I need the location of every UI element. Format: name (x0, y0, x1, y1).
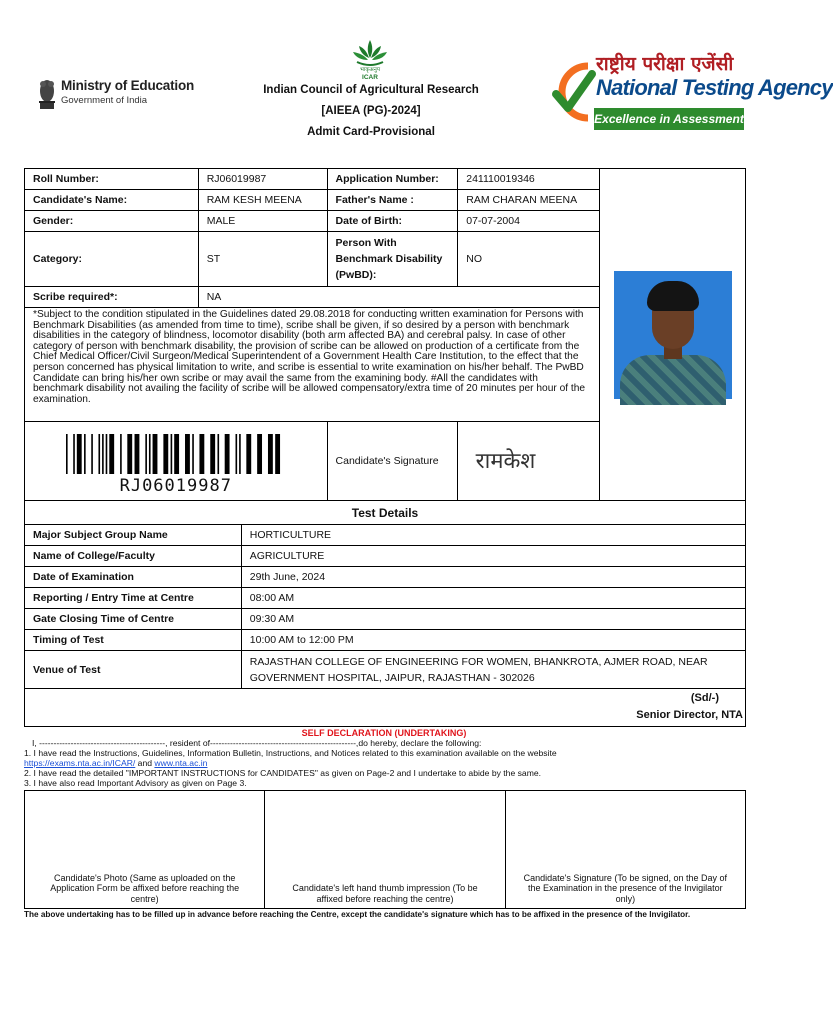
barcode-bar (73, 434, 75, 474)
barcode-bar (120, 434, 122, 474)
roll-number-label: Roll Number: (25, 169, 199, 190)
candidate-signature-label: Candidate's Signature (327, 422, 458, 501)
declaration-line-1: I, --------------------------------------------, resident of---------------------------------------------------,do hereby, declare the following: (32, 738, 482, 748)
barcode-bar (239, 434, 241, 474)
nta-hindi-name: राष्ट्रीय परीक्षा एजेंसी (596, 53, 734, 75)
category-label: Category: (25, 232, 199, 287)
barcode-bar (199, 434, 204, 474)
nta-logo (548, 50, 833, 132)
scribe-label: Scribe required*: (25, 287, 199, 308)
barcode-bar (145, 434, 147, 474)
test-row-value: 10:00 AM to 12:00 PM (241, 630, 745, 651)
barcode-bar (105, 434, 107, 474)
signature-text: रामकेश (475, 449, 536, 474)
test-row-label: Venue of Test (25, 651, 242, 689)
barcode-bar (185, 434, 190, 474)
barcode-bar (268, 434, 273, 474)
test-row-value: 29th June, 2024 (241, 567, 745, 588)
barcode-bar (149, 434, 151, 474)
nta-check-icon (548, 60, 594, 126)
signatory-title: Senior Director, NTA (636, 709, 743, 721)
thumb-impression-box: Candidate's left hand thumb impression (To be affixed before reaching the centre) (265, 791, 505, 909)
test-row-label: Date of Examination (25, 567, 242, 588)
barcode-bar (224, 434, 229, 474)
test-row-value: 09:30 AM (241, 609, 745, 630)
test-details-table (24, 500, 746, 689)
sd-mark: (Sd/-) (690, 692, 719, 704)
gender-value: MALE (198, 211, 327, 232)
organization-name: Indian Council of Agricultural Research (263, 84, 479, 96)
test-row-value: AGRICULTURE (241, 546, 745, 567)
father-name-value: RAM CHARAN MEENA (458, 190, 600, 211)
barcode-bar (91, 434, 93, 474)
barcode-bar (275, 434, 280, 474)
barcode-text: RJ06019987 (119, 476, 232, 496)
barcode-cell (25, 422, 328, 501)
barcode-bar (109, 434, 114, 474)
self-declaration-text (24, 738, 746, 788)
barcode-bar (217, 434, 219, 474)
icar-logo-text: भाकृअनुप (360, 67, 380, 73)
nta-english-name: National Testing Agency (596, 75, 833, 100)
test-details-heading: Test Details (25, 501, 746, 525)
dob-value: 07-07-2004 (458, 211, 600, 232)
test-row-label: Major Subject Group Name (25, 525, 242, 546)
barcode-bar (257, 434, 262, 474)
test-row-label: Reporting / Entry Time at Centre (25, 588, 242, 609)
ministry-of-education-logo (30, 74, 205, 114)
document-title: Admit Card-Provisional (307, 126, 435, 138)
exam-name: [AIEEA (PG)-2024] (321, 105, 421, 117)
barcode-bar (98, 434, 100, 474)
signature-box: Candidate's Signature (To be signed, on the Day of the Examination in the presence of the Invigilator only) (505, 791, 745, 909)
roll-number-barcode (66, 434, 286, 474)
barcode-bar (66, 434, 68, 474)
gender-label: Gender: (25, 211, 199, 232)
barcode-bar (77, 434, 82, 474)
nta-link[interactable]: www.nta.ac.in (154, 758, 208, 768)
father-name-label: Father's Name : (327, 190, 458, 211)
signatory-block (24, 688, 746, 727)
barcode-bar (246, 434, 251, 474)
barcode-bar (170, 434, 172, 474)
pwbd-label: Person With Benchmark Disability (PwBD): (327, 232, 458, 287)
candidate-signature-cell (458, 422, 600, 501)
self-declaration-title: SELF DECLARATION (UNDERTAKING) (301, 728, 467, 738)
test-row-value: HORTICULTURE (241, 525, 745, 546)
undertaking-boxes (24, 790, 746, 909)
candidate-photo-cell (600, 169, 746, 501)
svg-text:ICAR: ICAR (362, 74, 378, 81)
barcode-bar (127, 434, 132, 474)
candidate-photo (614, 271, 732, 399)
barcode-bar (152, 434, 157, 474)
moe-title: Ministry of Education (61, 78, 195, 93)
scribe-value: NA (198, 287, 599, 308)
candidate-signature-image (470, 435, 588, 487)
dob-label: Date of Birth: (327, 211, 458, 232)
candidate-details-table (24, 168, 746, 501)
declaration-links (24, 758, 746, 768)
test-row-value: 08:00 AM (241, 588, 745, 609)
declaration-line-4: 3. I have also read Important Advisory as given on Page 3. (24, 778, 247, 788)
roll-number-value: RJ06019987 (198, 169, 327, 190)
moe-subtitle: Government of India (61, 95, 148, 106)
nta-tagline: Excellence in Assessment (594, 108, 744, 130)
barcode-bar (102, 434, 104, 474)
declaration-line-3: 2. I have read the detailed "IMPORTANT INSTRUCTIONS for CANDIDATES" as given on Page-2 and I undertake to abide by the same. (24, 768, 542, 778)
test-row-label: Timing of Test (25, 630, 242, 651)
barcode-bar (84, 434, 86, 474)
candidate-name-label: Candidate's Name: (25, 190, 199, 211)
barcode-bar (174, 434, 179, 474)
barcode-bar (192, 434, 194, 474)
pwbd-value: NO (458, 232, 600, 287)
icar-logo (347, 38, 393, 82)
category-value: ST (198, 232, 327, 287)
declaration-line-2: 1. I have read the Instructions, Guidelines, Information Bulletin, Instructions, and Notices related to this examination available on the website (24, 748, 557, 758)
candidate-name-value: RAM KESH MEENA (198, 190, 327, 211)
and-text: and (135, 758, 155, 768)
application-number-value: 241110019346 (458, 169, 600, 190)
application-number-label: Application Number: (327, 169, 458, 190)
barcode-bar (235, 434, 237, 474)
undertaking-footer-note: The above undertaking has to be filled up in advance before reaching the Centre, except the candidate's signature which has to be affixed in the presence of the Invigilator. (24, 910, 691, 919)
test-row-label: Name of College/Faculty (25, 546, 242, 567)
photo-box: Candidate's Photo (Same as uploaded on the Application Form be affixed before reaching the centre) (25, 791, 265, 909)
barcode-bar (163, 434, 168, 474)
barcode-bar (134, 434, 139, 474)
icar-exam-link[interactable]: https://exams.nta.ac.in/ICAR/ (24, 758, 136, 768)
scribe-note: *Subject to the condition stipulated in the Guidelines dated 29.08.2018 for conducting written examination for Persons with Benchmark Disabilities (as amended from time to time), scribe shall be given, if so desired by a person with benchmark disabilities in the category of blindness, locomotor disability (both arm affected BA) and cerebral palsy. In case of other category of person with benchmark disability, the provision of scribe can be allowed on production of a certificate from the Chief Medical Officer/Civil Surgeon/Medical Superintendent of a Government Health Care Institution, to the effect that the person concerned has physical limitation to write, and scribe is essential to write examination on his/her behalf. The PwBD Candidate can bring his/her own scribe or may avail the same from the examining body. #All the candidates with benchmark disability not availing the facility of scribe will be allowed compensatory/extra time of 20 minutes per hour of the examination. (25, 308, 600, 422)
national-emblem-icon (36, 77, 58, 111)
test-row-label: Gate Closing Time of Centre (25, 609, 242, 630)
venue-value: RAJASTHAN COLLEGE OF ENGINEERING FOR WOMEN, BHANKROTA, AJMER ROAD, NEAR GOVERNMENT HOSPITAL, JAIPUR, RAJASTHAN - 302026 (241, 651, 745, 689)
barcode-bar (210, 434, 215, 474)
